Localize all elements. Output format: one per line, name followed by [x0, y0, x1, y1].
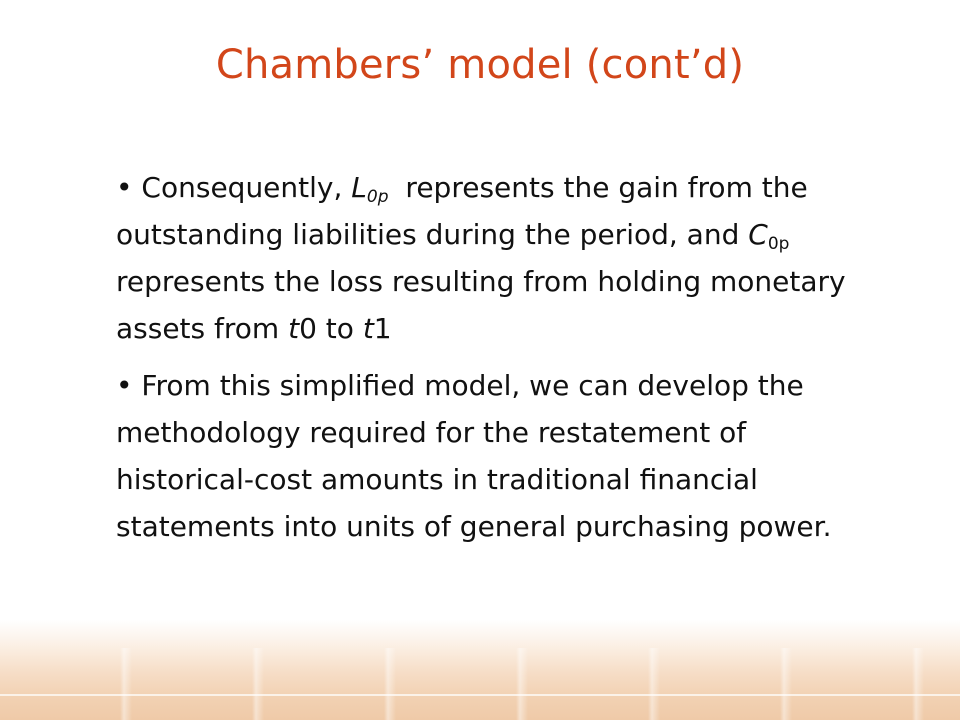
variable-l: L — [351, 171, 367, 204]
bullet-marker: • — [116, 171, 133, 204]
bullet-consequently — [116, 164, 876, 352]
variable-t: t — [362, 312, 374, 345]
decorative-footer-line — [0, 694, 960, 696]
subscript-0p: 0p — [366, 187, 389, 207]
bullet-marker: • — [116, 369, 133, 402]
slide-body — [116, 164, 876, 560]
slide-title: Chambers’ model (cont’d) — [215, 42, 745, 88]
bullet-text-part: Consequently, — [141, 171, 343, 204]
bullet-text-part: represents the loss resulting from holding monetary assets from — [116, 265, 846, 345]
bullet-simplified-model — [116, 362, 876, 550]
subscript-0p: 0p — [767, 234, 790, 254]
variable-c: C — [748, 218, 768, 251]
variable-t: t — [288, 312, 300, 345]
decorative-footer-band — [0, 648, 960, 720]
bullet-text-part: 1 — [373, 312, 392, 345]
bullet-text-part: represents the gain from the outstanding liabilities during the period, and — [116, 171, 808, 251]
bullet-text-part: 0 to — [299, 312, 354, 345]
bullet-text: From this simplified model, we can develop the methodology required for the restatement of historical-cost amounts in traditional financial statements into units of general purchasing power. — [116, 369, 832, 543]
